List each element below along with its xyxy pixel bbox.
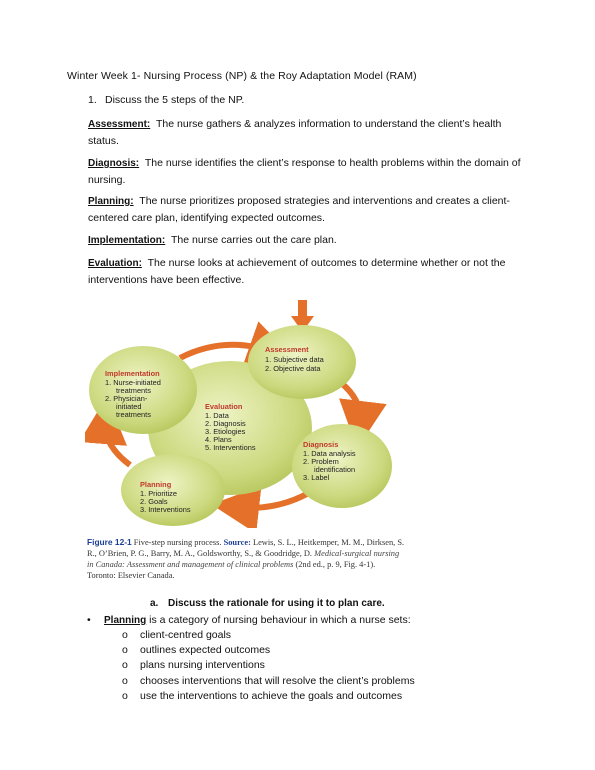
question-1 xyxy=(88,94,244,106)
list-item: o use the interventions to achieve the goals and outcomes xyxy=(122,689,403,702)
implementation-item: 2. Physician- xyxy=(105,394,148,403)
step-implementation xyxy=(88,232,528,249)
implementation-item: treatments xyxy=(116,386,151,395)
step-term: Diagnosis: xyxy=(88,158,140,169)
planning-term: Planning xyxy=(104,615,147,626)
step-diagnosis xyxy=(88,155,528,189)
step-text: The nurse identifies the client’s response to health problems within the domain of nursing. xyxy=(88,157,521,186)
evaluation-item: 4. Plans xyxy=(205,435,232,444)
implementation-item: initiated xyxy=(116,402,142,411)
planning-bullet xyxy=(87,614,411,626)
diagnosis-item: 2. Problem xyxy=(303,457,339,466)
step-term: Assessment: xyxy=(88,119,151,130)
caption-book-title: Medical-surgical nursing in Canada: Assessment and management of clinical problems xyxy=(87,549,400,569)
list-item: o chooses interventions that will resolve the client’s problems xyxy=(122,674,415,687)
planning-item: 3. Interventions xyxy=(140,505,191,514)
sub-question-letter: a. xyxy=(150,598,159,609)
caption-source-text: Lewis, S. L., Heitkemper, M. M., Dirksen, S. R., O’Brien, P. G., Barry, M. A., Goldsworthy, S., & Goodridge, D. xyxy=(87,538,405,558)
nursing-process-figure xyxy=(85,300,405,528)
step-evaluation xyxy=(88,255,528,289)
step-text: The nurse gathers & analyzes information to understand the client’s health status. xyxy=(88,118,502,147)
evaluation-item: 1. Data xyxy=(205,411,229,420)
planning-title: Planning xyxy=(140,480,172,489)
arrow-assessment-to-diagnosis xyxy=(340,382,360,425)
sub-question-a xyxy=(150,598,385,609)
diagnosis-item: 1. Data analysis xyxy=(303,449,356,458)
implementation-item: treatments xyxy=(116,410,151,419)
figure-caption xyxy=(87,537,405,581)
diagnosis-title: Diagnosis xyxy=(303,440,339,449)
planning-definition: is a category of nursing behaviour in which a nurse sets: xyxy=(149,614,411,626)
caption-source-label: Source: xyxy=(223,538,251,547)
bullet-marker: • xyxy=(87,614,91,626)
implementation-title: Implementation xyxy=(105,369,160,378)
step-planning xyxy=(88,193,528,227)
evaluation-item: 3. Etiologies xyxy=(205,427,246,436)
caption-text: Five-step nursing process. xyxy=(133,538,222,547)
evaluation-item: 5. Interventions xyxy=(205,443,256,452)
step-term: Evaluation: xyxy=(88,258,142,269)
page-title: Winter Week 1- Nursing Process (NP) & the Roy Adaptation Model (RAM) xyxy=(67,70,417,82)
sub-question-text: Discuss the rationale for using it to plan care. xyxy=(168,598,385,609)
caption-book-info: (2nd ed., p. 9, Fig. 4-1). Toronto: Elsevier Canada. xyxy=(87,560,376,580)
implementation-item: 1. Nurse-initiated xyxy=(105,378,161,387)
caption-figure-number: Figure 12-1 xyxy=(87,537,132,547)
step-term: Planning: xyxy=(88,196,134,207)
diagnosis-item: identification xyxy=(314,465,356,474)
step-assessment xyxy=(88,116,528,150)
step-text: The nurse looks at achievement of outcomes to determine whether or not the interventions have been effective. xyxy=(88,257,506,286)
assessment-title: Assessment xyxy=(265,345,309,354)
evaluation-title: Evaluation xyxy=(205,402,243,411)
step-text: The nurse prioritizes proposed strategies and interventions and creates a client-centered care plan, identifying expected outcomes. xyxy=(88,195,510,224)
entry-arrow-shaft xyxy=(298,300,307,318)
step-text: The nurse carries out the care plan. xyxy=(170,234,337,246)
question-text: Discuss the 5 steps of the NP. xyxy=(105,94,245,106)
evaluation-item: 2. Diagnosis xyxy=(205,419,246,428)
assessment-item: 1. Subjective data xyxy=(265,355,324,364)
list-item: o plans nursing interventions xyxy=(122,659,265,672)
step-term: Implementation: xyxy=(88,235,166,246)
planning-item: 1. Prioritize xyxy=(140,489,177,498)
list-item: o outlines expected outcomes xyxy=(122,644,271,657)
planning-sub-list xyxy=(122,628,415,704)
question-number: 1. xyxy=(88,94,97,106)
list-item: o client-centred goals xyxy=(122,629,232,641)
assessment-item: 2. Objective data xyxy=(265,364,321,373)
diagnosis-item: 3. Label xyxy=(303,473,330,482)
planning-item: 2. Goals xyxy=(140,497,168,506)
